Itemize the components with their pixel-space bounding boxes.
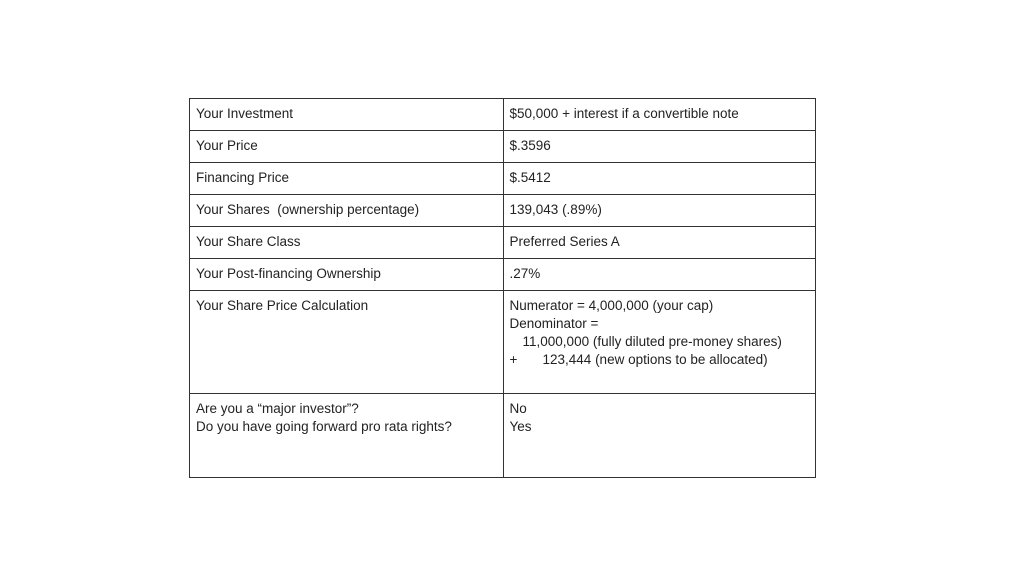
numerator-line: Numerator = 4,000,000 (your cap) — [509, 298, 714, 313]
investment-summary-table — [189, 98, 816, 478]
table-row — [190, 227, 816, 259]
denominator-options-line — [510, 351, 809, 369]
row-value-price: $.3596 — [503, 131, 815, 163]
denominator-pre-money-line: 11,000,000 (fully diluted pre-money shares) — [522, 334, 782, 349]
table-row — [190, 99, 816, 131]
row-value-calculation — [503, 291, 815, 394]
major-investor-answer: No — [509, 401, 527, 416]
table-row — [190, 259, 816, 291]
row-label-share-class: Your Share Class — [190, 227, 504, 259]
row-label-shares: Your Shares (ownership percentage) — [190, 195, 504, 227]
row-label-calculation: Your Share Price Calculation — [190, 291, 504, 394]
plus-sign: + — [509, 352, 518, 367]
table-row — [190, 131, 816, 163]
row-value-financing-price: $.5412 — [503, 163, 815, 195]
pro-rata-answer: Yes — [509, 419, 532, 434]
row-label-post-financing: Your Post-financing Ownership — [190, 259, 504, 291]
row-value-investor-answers — [503, 394, 815, 478]
table-row — [190, 394, 816, 478]
row-label-financing-price: Financing Price — [190, 163, 504, 195]
denominator-line: Denominator = — [509, 316, 599, 331]
row-label-investment: Your Investment — [190, 99, 504, 131]
row-value-post-financing: .27% — [503, 259, 815, 291]
row-label-investor-questions — [190, 394, 504, 478]
table-row — [190, 291, 816, 394]
row-value-share-class: Preferred Series A — [503, 227, 815, 259]
row-value-investment: $50,000 + interest if a convertible note — [503, 99, 815, 131]
row-label-price: Your Price — [190, 131, 504, 163]
pro-rata-question: Do you have going forward pro rata rights? — [196, 419, 452, 434]
table-row — [190, 195, 816, 227]
major-investor-question: Are you a “major investor”? — [196, 401, 359, 416]
row-value-shares: 139,043 (.89%) — [503, 195, 815, 227]
options-text: 123,444 (new options to be allocated) — [542, 352, 768, 367]
table-row — [190, 163, 816, 195]
